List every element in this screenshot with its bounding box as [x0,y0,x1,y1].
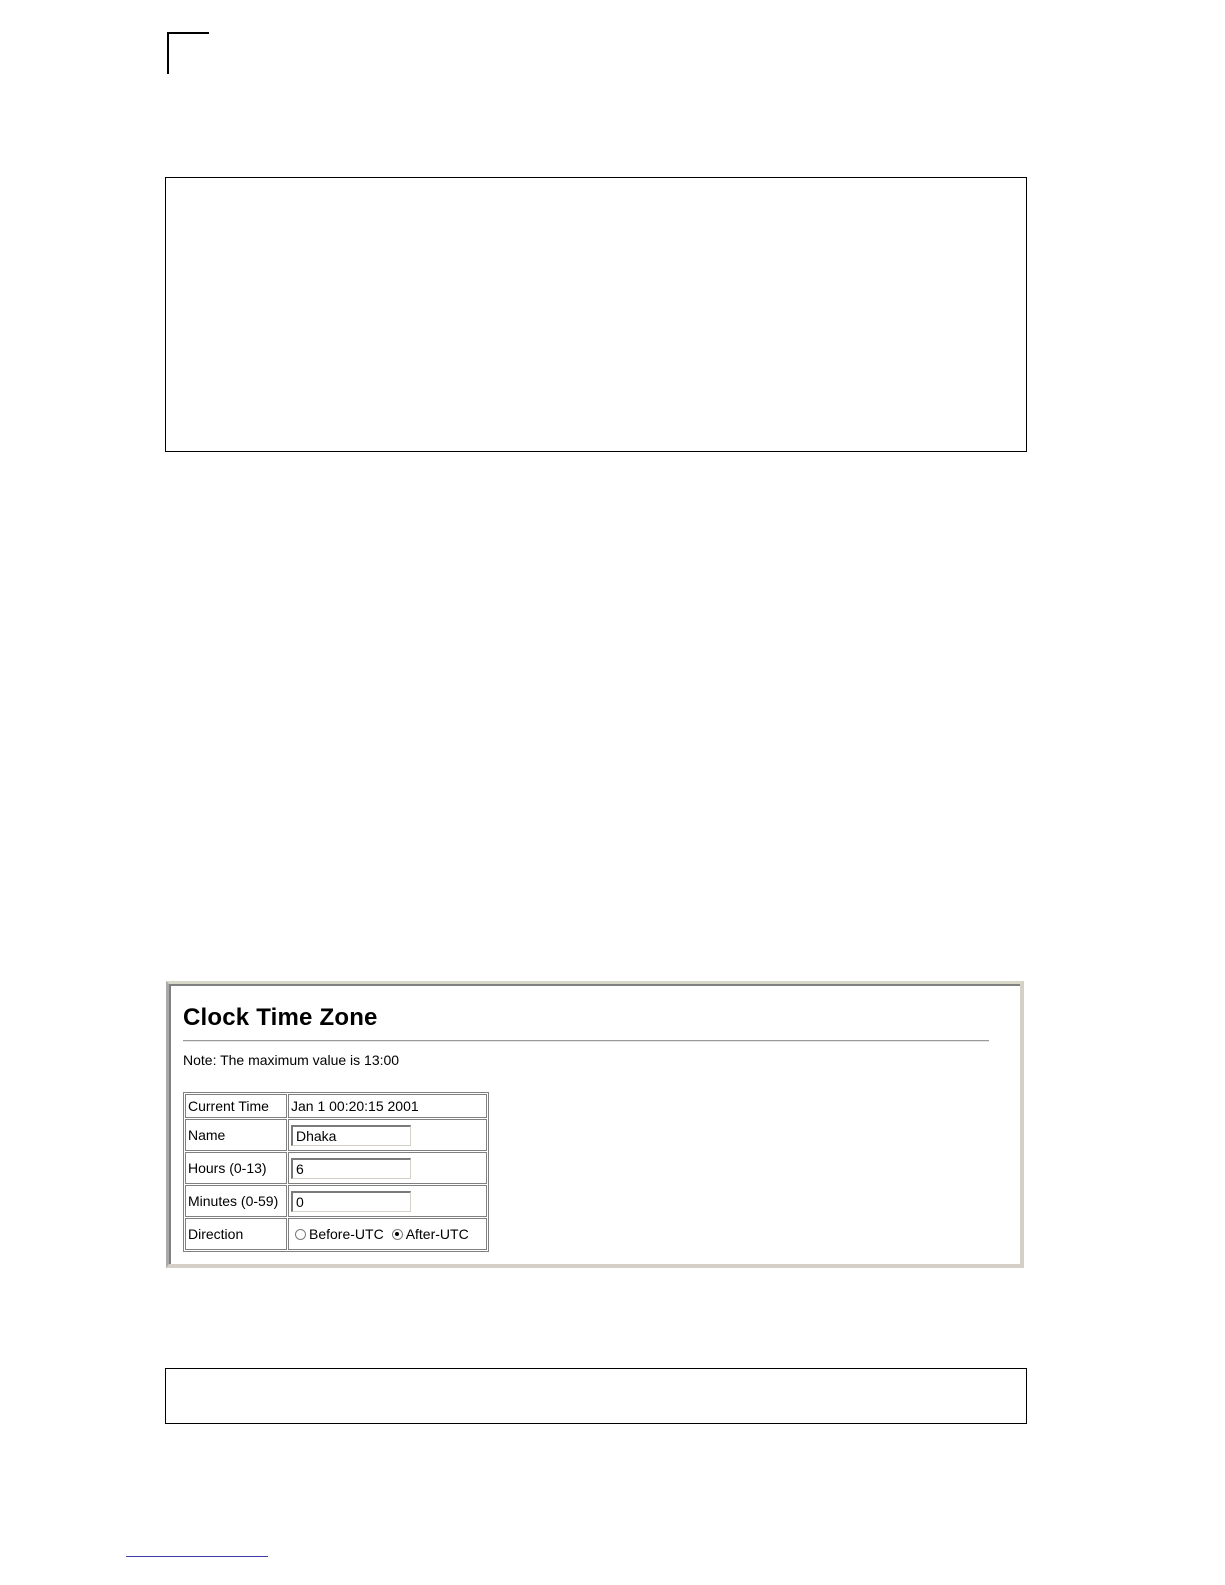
table-row-current-time [185,1094,487,1118]
before-utc-label: Before-UTC [309,1226,384,1242]
current-time-value: Jan 1 00:20:15 2001 [288,1094,487,1118]
before-utc-option[interactable] [295,1226,384,1242]
direction-radio-group [291,1226,484,1242]
text-box-bottom [165,1368,1027,1424]
clock-time-zone-panel [166,981,1024,1268]
text-box-top [165,177,1027,452]
time-zone-settings-table [183,1092,489,1252]
footer-link-underline [126,1556,268,1557]
title-divider [183,1040,989,1042]
table-row-name [185,1119,487,1151]
max-value-note: Note: The maximum value is 13:00 [183,1052,400,1068]
current-time-label: Current Time [185,1094,287,1118]
after-utc-label: After-UTC [405,1226,469,1242]
after-utc-option[interactable] [392,1226,469,1242]
hours-label: Hours (0-13) [185,1152,287,1184]
page-title: Clock Time Zone [183,1004,378,1031]
table-row-direction [185,1218,487,1250]
table-row-minutes [185,1185,487,1217]
crop-mark-horizontal [167,32,209,34]
before-utc-radio[interactable] [295,1229,306,1240]
name-input[interactable] [291,1125,411,1146]
after-utc-radio[interactable] [392,1229,403,1240]
table-row-hours [185,1152,487,1184]
minutes-label: Minutes (0-59) [185,1185,287,1217]
hours-input[interactable] [291,1158,411,1179]
direction-label: Direction [185,1218,287,1250]
name-label: Name [185,1119,287,1151]
crop-mark-vertical [167,32,169,74]
minutes-input[interactable] [291,1191,411,1212]
